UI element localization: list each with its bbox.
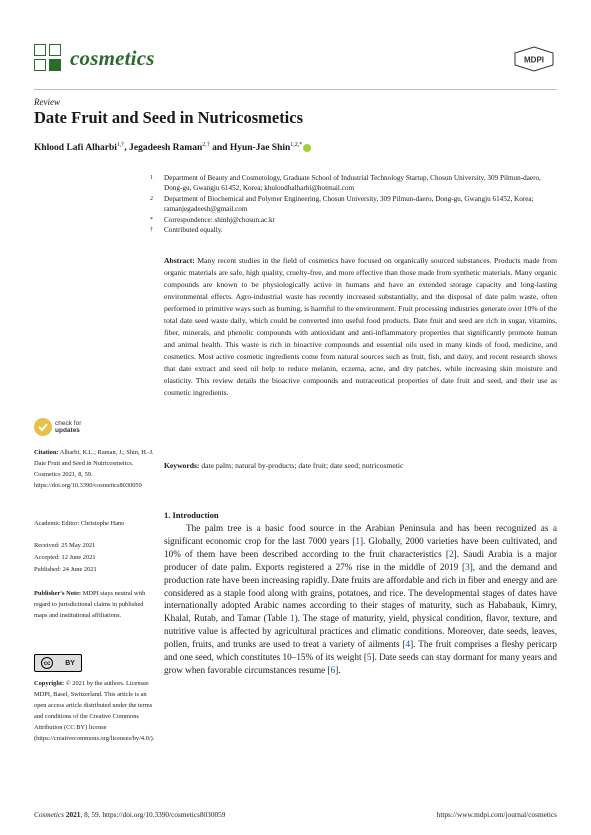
- header-divider: [34, 89, 557, 90]
- abstract: [164, 255, 557, 399]
- author-name: Jegadeesh Raman: [129, 143, 203, 154]
- paragraph-text: ). The stage of maturity, yield, physical condition, flavor, texture, and nutritive value is affected by agricultural practices and climatic conditions. Moreover, date seeds, leaves, pollen, fruits, and trunks are used to treat a variety of ailments [: [164, 613, 557, 650]
- author-affiliation-mark: 2,†: [202, 142, 210, 148]
- citation-text: Alharbi, K.L.; Raman, J.; Shin, H.-J. Date Fruit and Seed in Nutricosmetics. Cosmetics 2021, 8, 59. https://doi.org/10.3390/cosmetics8030059: [34, 449, 154, 489]
- reference-link[interactable]: 6: [330, 664, 336, 675]
- academic-editor: Academic Editor: Christophe Hano: [34, 520, 125, 527]
- reference-link[interactable]: 3: [465, 561, 470, 572]
- publisher-note: [34, 588, 154, 621]
- reference-link[interactable]: 4: [405, 639, 411, 650]
- check-updates-line1: check for: [55, 420, 82, 428]
- correspondence: * Correspondence: shinhj@chosun.ac.kr: [150, 216, 276, 224]
- keywords-label: Keywords:: [164, 461, 200, 470]
- publisher-note-text: MDPI stays neutral with regard to jurisdictional claims in published maps and institutional affiliations.: [34, 590, 146, 619]
- introduction-paragraph: [164, 522, 557, 677]
- check-for-updates-button[interactable]: [34, 418, 81, 436]
- paragraph-text: ], and the demand and production rate have been increasing rapidly. Date fruits are affordable and rich in fiber and energy and are considered as a staple food along with grains, potatoes, and rice. The developmental stages of dates have internationally adopted Arabic names according to their stages of maturity, such as Hababauk, Kimry, Khalal, Rutab, and Tamar (Table: [164, 561, 558, 624]
- author-affiliation-mark: 1,2,*: [290, 142, 303, 148]
- paragraph-text: ]. Date seeds can stay dormant for many years and grow when favorable circumstances resume [: [164, 652, 557, 675]
- published-date: Published: 24 June 2021: [34, 566, 97, 573]
- article-title: Date Fruit and Seed in Nutricosmetics: [34, 108, 304, 127]
- citation-label: Citation:: [34, 449, 59, 456]
- footer-citation: [34, 810, 225, 819]
- paragraph-text: ]. Globally, 2000 varieties have been cultivated, and 10% of them have been described according to the fruit characteristics [: [164, 535, 557, 559]
- paragraph-text: ]. The fruit comprises a fleshy pericarp and one seed, which constitutes 10–15% of its weight [: [164, 639, 558, 663]
- abstract-text: Many recent studies in the field of cosmetics have focused on organically sourced substances. Products made from organic materials are safe, high quality, cruelty-free, and more effective than those made from synthetic materials. Many organic compounds are known to be physiologically active in humans and have an extended storage capacity and long-lasting environmental effects. Agro-industrial waste has recently increased substantially, and the disposal of date palm waste, often performed in primitive ways such as burning, is harmful to the environment. Fruit processing industries generate over 10% of the total date seed waste daily, which could be converted into useful food products. Date fruit and seed are rich in sugar, vitamins, fiber, minerals, and phenolic compounds with antioxidant and anti-inflammatory properties that significantly promote human and animal health. This waste is rich in bioactive compounds and essential oils used in many kinds of food, medicine, and cosmetics. Most active cosmetic ingredients come from natural sources such as fruit, fish, and dairy, and recent research shows that date extract and seed oil help to reduce melanin, eczema, acne, and dry patches, while increasing skin moisture and elasticity. This review details the bioactive compounds and nutraceutical properties of date fruit and seed, and their use as cosmetic ingredients.: [164, 256, 557, 397]
- keywords-text: date palm; natural by-products; date fruit; date seed; nutricosmetic: [201, 461, 404, 470]
- publisher-name: MDPI: [524, 55, 544, 65]
- copyright-label: Copyright:: [34, 680, 65, 687]
- received-date: Received: 25 May 2021: [34, 542, 96, 549]
- copyright: [34, 678, 154, 744]
- citation: [34, 447, 154, 491]
- affiliation-2: 2 Department of Biochemical and Polymer Engineering, Chosun University, 309 Pilmun-daero, Dong-gu, Gwangju 61452, Korea; ramanjegadeesh@gmail.com: [150, 195, 534, 213]
- footer-year: 2021: [65, 810, 81, 819]
- footer-journal: Cosmetics: [34, 810, 64, 819]
- paragraph-text: The palm tree is a basic food source in the Arabian Peninsula and has been recognized as a significant economic crop for the last 7000 years [: [164, 523, 557, 546]
- article-type: Review: [34, 97, 60, 107]
- author-list: [34, 142, 311, 153]
- keywords: [164, 460, 557, 472]
- reference-link[interactable]: 1: [289, 613, 295, 624]
- publisher-note-label: Publisher's Note:: [34, 590, 82, 597]
- author-joiner: ,: [124, 143, 130, 154]
- cc-by-license-icon[interactable]: cc BY: [34, 654, 82, 672]
- orcid-icon[interactable]: [303, 144, 311, 152]
- abstract-label: Abstract:: [164, 256, 195, 265]
- accepted-date: Accepted: 12 June 2021: [34, 554, 96, 561]
- affiliation-1: 1 Department of Beauty and Cosmetology, Graduate School of Industrial Technology Startup, Chosun University, 309 Pilmun-daero, Dong-gu, Gwangju 61452, Korea; khuloodhalharbi@hotmail.com: [150, 174, 541, 192]
- reference-link[interactable]: 2: [448, 548, 454, 559]
- author-joiner: and: [209, 143, 230, 154]
- equal-contribution-note: † Contributed equally.: [150, 226, 223, 234]
- paragraph-text: ]. Saudi Arabia is a major producer of date palm. Exports registered a 27% rise in the middle of 2019 [: [164, 548, 557, 572]
- author-affiliation-mark: 1,†: [116, 142, 125, 148]
- author-name: Khlood Lafi Alharbi: [34, 143, 117, 154]
- copyright-text: © 2021 by the authors. Licensee MDPI, Basel, Switzerland. This article is an open access article distributed under the terms and conditions of the Creative Commons Attribution (CC BY) license (https://creativecommons.org/licenses/by/4.0/).: [34, 680, 155, 742]
- reference-link[interactable]: 1: [355, 535, 360, 546]
- paragraph-text: ].: [335, 664, 341, 675]
- check-updates-line2: updates: [55, 427, 80, 435]
- section-heading: 1. Introduction: [164, 510, 219, 520]
- reference-link[interactable]: 5: [366, 652, 372, 663]
- mdpi-logo-icon: [513, 46, 555, 72]
- check-updates-icon: [34, 418, 52, 436]
- journal-logo-icon: [34, 44, 64, 74]
- journal-name: cosmetics: [70, 46, 155, 70]
- footer-rest: , 8, 59. https://doi.org/10.3390/cosmetics8030059: [80, 810, 226, 819]
- author-name: Hyun-Jae Shin: [229, 143, 291, 154]
- footer-journal-url[interactable]: https://www.mdpi.com/journal/cosmetics: [436, 810, 557, 819]
- cc-license-label: BY: [65, 659, 75, 667]
